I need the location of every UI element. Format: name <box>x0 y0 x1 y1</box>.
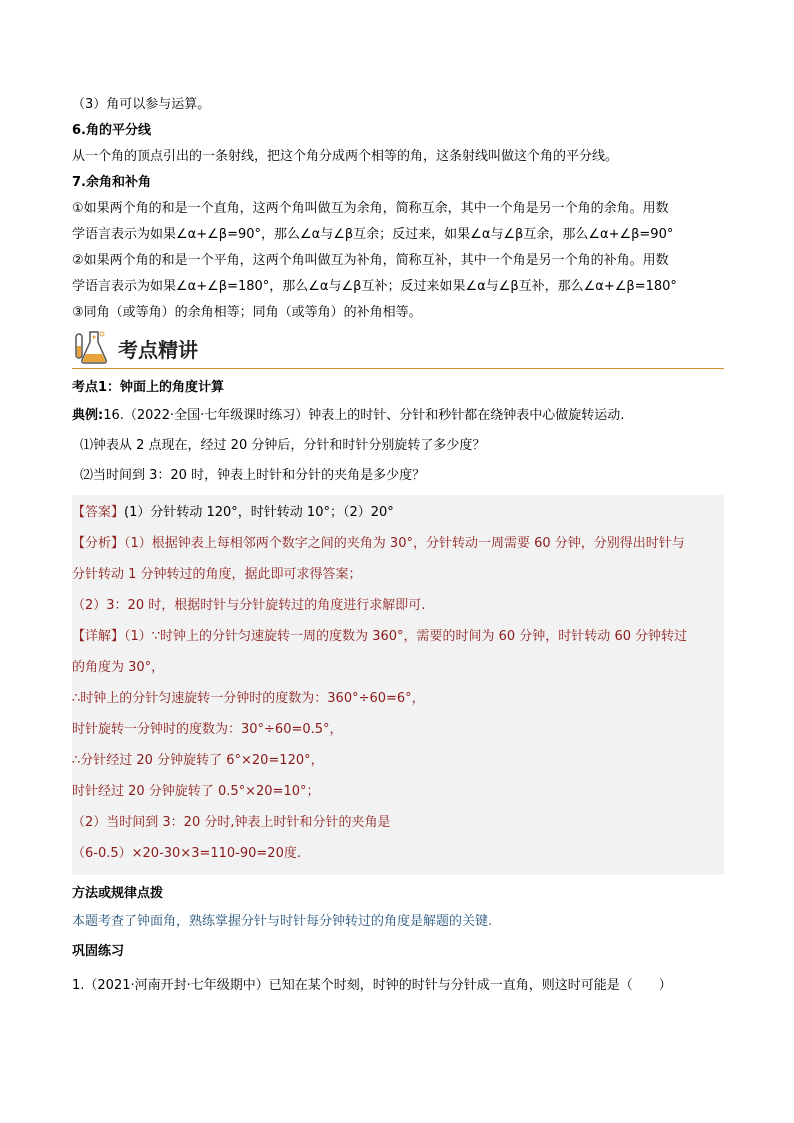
text-line: ②如果两个角的和是一个平角，这两个角叫做互为补角，简称互补，其中一个角是另一个角的补角。用数 <box>72 253 669 268</box>
analysis-text: （1）根据钟表上每相邻两个数字之间的夹角为 30°，分针转动一周需要 60 分钟，分别得出时针与 <box>124 536 685 551</box>
text-line: ①如果两个角的和是一个直角，这两个角叫做互为余角，简称互余，其中一个角是另一个角的余角。用数 <box>72 201 669 216</box>
detail-line: 时针经过 20 分钟旋转了 0.5°×20=10°； <box>72 784 320 799</box>
text-line: 学语言表示为如果∠α+∠β=90°，那么∠α与∠β互余；反过来，如果∠α与∠β互余，那么∠α+∠β=90° <box>72 227 674 242</box>
document-page <box>72 92 724 1001</box>
section-title: 考点精讲 <box>118 338 198 362</box>
method-text: 本题考查了钟面角，熟练掌握分针与时针每分钟转过的角度是解题的关键. <box>72 914 493 929</box>
detail-label: 【详解】 <box>72 629 125 644</box>
heading-complementary: 7.余角和补角 <box>72 175 151 190</box>
flask-icon <box>72 328 112 366</box>
practice-title: 巩固练习 <box>72 944 125 959</box>
detail-line: 的角度为 30°， <box>72 660 165 675</box>
analysis-line <box>72 528 724 559</box>
heading-bisector: 6.角的平分线 <box>72 123 151 138</box>
example-line <box>72 401 724 431</box>
analysis-line: （2）3：20 时，根据时针与分针旋转过的角度进行求解即可. <box>72 598 426 613</box>
method-title: 方法或规律点拨 <box>72 886 164 901</box>
question-2: ⑵当时间到 3：20 时，钟表上时针和分针的夹角是多少度？ <box>80 468 426 483</box>
example-text: 16.（2022·全国·七年级课时练习）钟表上的时针、分针和秒针都在绕钟表中心做旋转运动. <box>103 408 625 423</box>
question-1: ⑴钟表从 2 点现在，经过 20 分钟后，分针和时针分别旋转了多少度？ <box>80 438 486 453</box>
section-header <box>72 328 724 369</box>
topic-title: 考点1：钟面上的角度计算 <box>72 380 225 395</box>
answer-label: 【答案】 <box>72 505 125 520</box>
detail-line: ∴时钟上的分针匀速旋转一分钟时的度数为：360°÷60=6°， <box>72 691 425 706</box>
analysis-line: 分针转动 1 分钟转过的角度，据此即可求得答案； <box>72 567 362 582</box>
text-line: 学语言表示为如果∠α+∠β=180°，那么∠α与∠β互补；反过来如果∠α与∠β互补，那么∠α+∠β=180° <box>72 279 677 294</box>
practice-question-1: 1.（2021·河南开封·七年级期中）已知在某个时刻，时钟的时针与分针成一直角，则这时可能是（ ） <box>72 978 672 993</box>
detail-line <box>72 621 724 652</box>
answer-line <box>72 497 724 528</box>
detail-line: ∴分针经过 20 分钟旋转了 6°×20=120°， <box>72 753 324 768</box>
detail-text: （1）∵时钟上的分针匀速旋转一周的度数为 360°，需要的时间为 60 分钟，时针转动 60 分钟转过 <box>124 629 688 644</box>
detail-line: 时针旋转一分钟时的度数为：30°÷60=0.5°， <box>72 722 343 737</box>
answer-text: (1）分针转动 120°，时针转动 10°；（2）20° <box>124 505 394 520</box>
text-line: ③同角（或等角）的余角相等；同角（或等角）的补角相等。 <box>72 305 422 320</box>
text-line: （3）角可以参与运算。 <box>72 97 211 112</box>
detail-line: （2）当时间到 3：20 分时,钟表上时针和分针的夹角是 <box>72 815 391 830</box>
detail-line: （6-0.5）×20-30×3=110-90=20度. <box>72 846 301 861</box>
text-line: 从一个角的顶点引出的一条射线，把这个角分成两个相等的角，这条射线叫做这个角的平分线。 <box>72 149 619 164</box>
analysis-label: 【分析】 <box>72 536 125 551</box>
answer-box <box>72 495 724 875</box>
example-label: 典例: <box>72 408 104 423</box>
